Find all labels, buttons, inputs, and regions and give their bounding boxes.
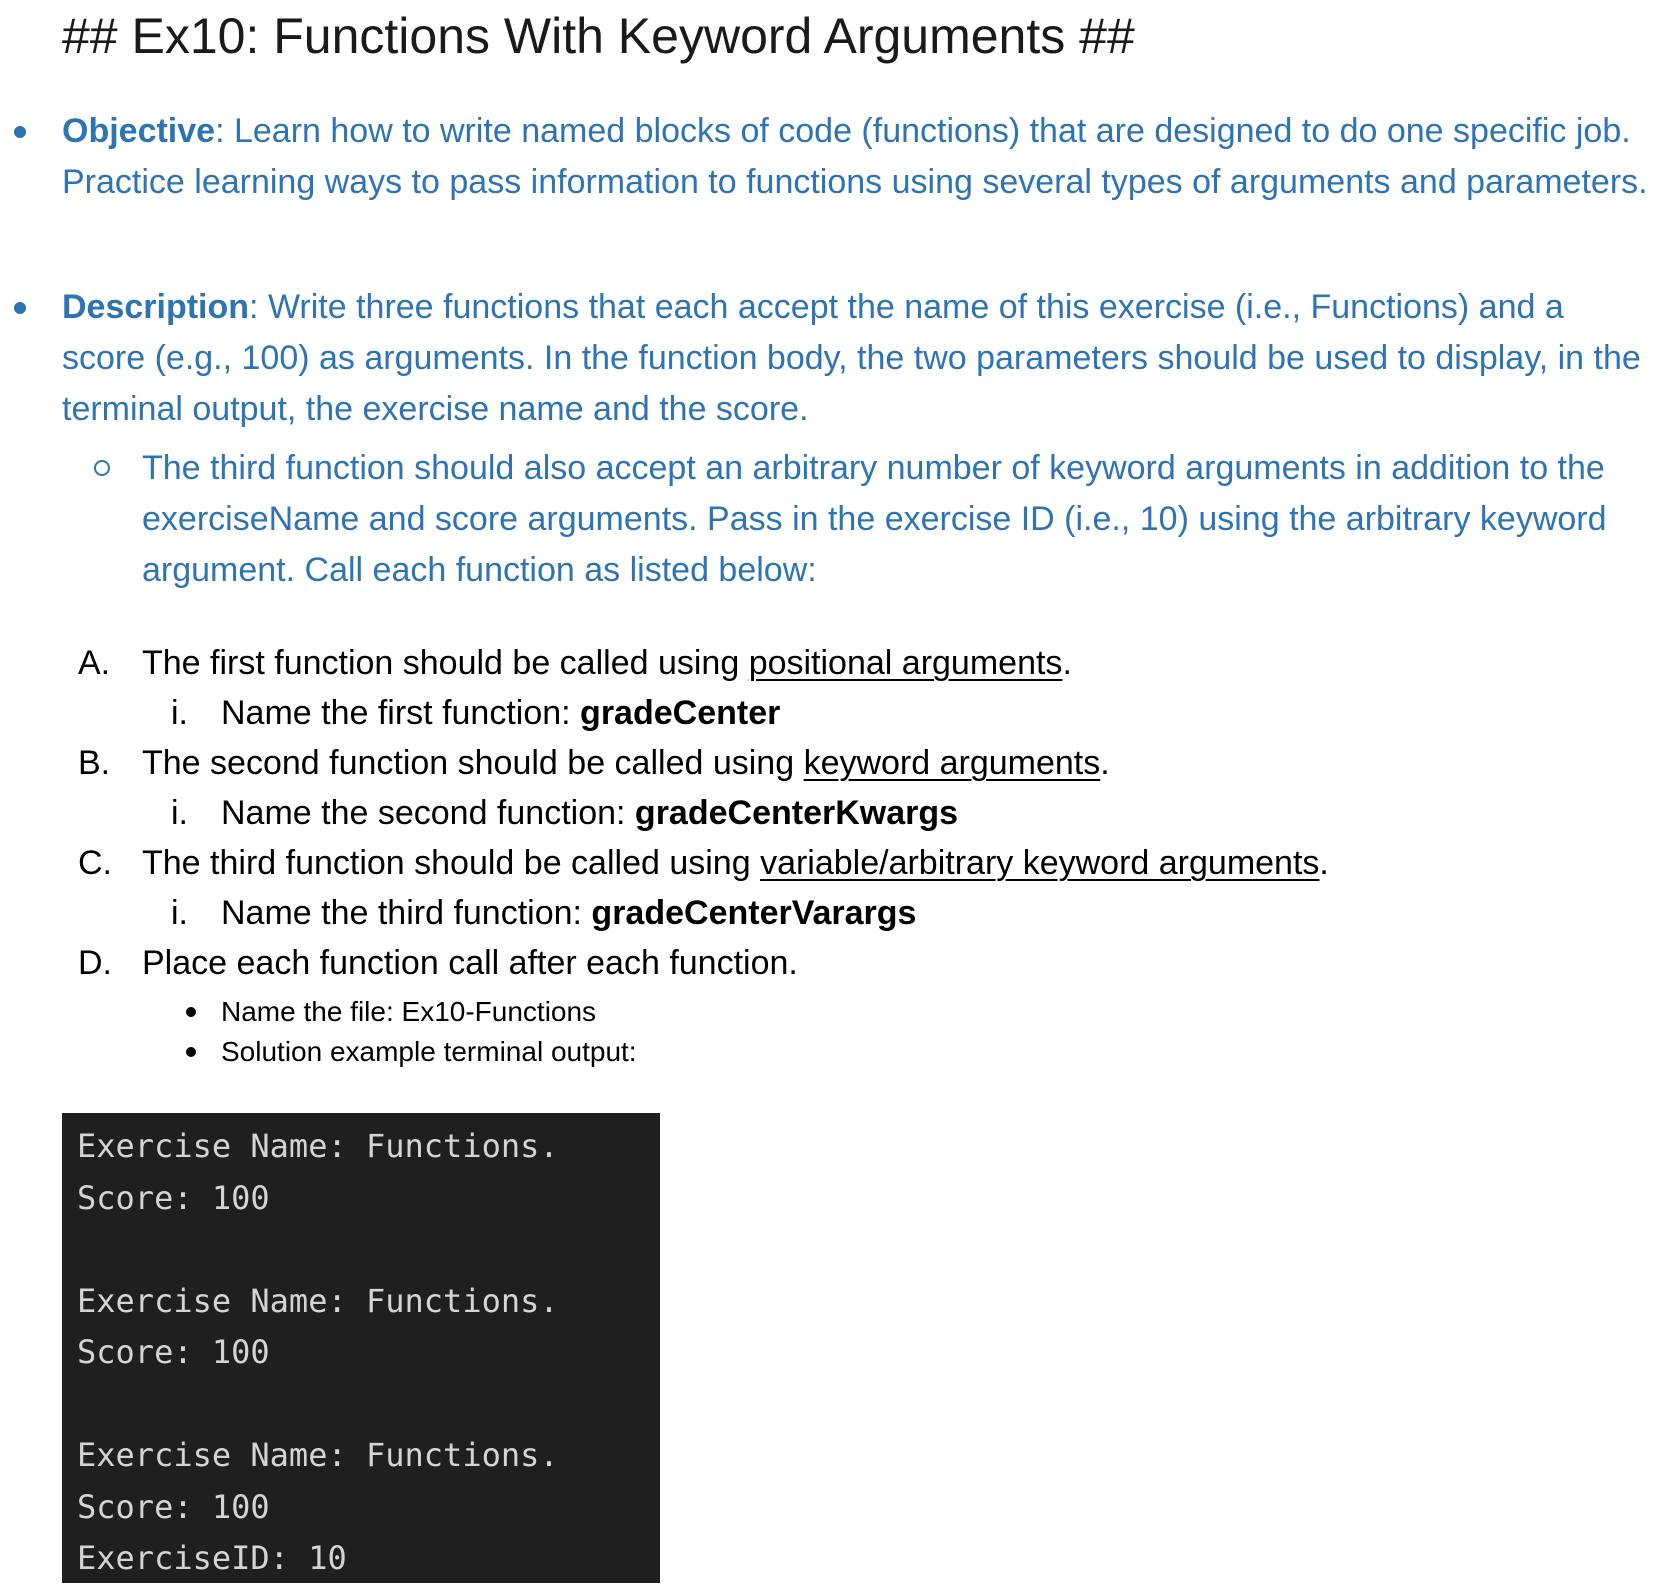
terminal-line: Exercise Name: Functions. bbox=[77, 1281, 559, 1320]
step-text bbox=[142, 838, 1329, 888]
terminal-line: Exercise Name: Functions. bbox=[77, 1436, 559, 1474]
step-c-sub bbox=[0, 888, 1678, 938]
step-text: Place each function call after each function. bbox=[142, 944, 798, 982]
page-title: ## Ex10: Functions With Keyword Arguments ## bbox=[62, 8, 1135, 64]
note-text: Solution example terminal output: bbox=[221, 1036, 637, 1067]
step-b-sub bbox=[0, 788, 1678, 838]
terminal-output bbox=[62, 1113, 660, 1583]
hollow-bullet-icon bbox=[94, 460, 110, 476]
terminal-line: ExerciseID: 10 bbox=[77, 1539, 347, 1577]
step-underlined-term: variable/arbitrary keyword arguments bbox=[760, 844, 1320, 882]
objective-bullet bbox=[62, 106, 1652, 208]
step-text bbox=[142, 638, 1072, 688]
terminal-line: Score: 100 bbox=[77, 1487, 270, 1526]
function-name: gradeCenterKwargs bbox=[634, 794, 959, 832]
step-sub-text bbox=[221, 688, 780, 738]
terminal-line: Score: 100 bbox=[77, 1333, 270, 1371]
step-sub-text bbox=[221, 888, 916, 938]
step-sub-label: Name the first function: bbox=[221, 694, 581, 732]
step-underlined-term: keyword arguments bbox=[803, 744, 1101, 782]
description-bullet bbox=[62, 282, 1652, 435]
step-sub-label: Name the second function: bbox=[221, 794, 635, 832]
step-c bbox=[0, 838, 1678, 888]
note-item bbox=[0, 992, 1678, 1032]
step-text-after: . bbox=[1319, 844, 1329, 882]
terminal-line: Score: 100 bbox=[77, 1178, 270, 1217]
step-text-before: The first function should be called using bbox=[142, 644, 749, 682]
step-letter: A. bbox=[78, 644, 111, 682]
step-letter: B. bbox=[78, 744, 111, 782]
step-letter: C. bbox=[78, 844, 112, 882]
bullet-dot-icon bbox=[186, 1007, 196, 1017]
step-a bbox=[0, 638, 1678, 688]
description-sub-bullet bbox=[142, 443, 1652, 596]
terminal-line: Exercise Name: Functions. bbox=[77, 1127, 559, 1165]
step-b bbox=[0, 738, 1678, 788]
function-name: gradeCenter bbox=[580, 694, 781, 732]
step-sub-number: i. bbox=[171, 794, 188, 832]
terminal-line bbox=[77, 1379, 660, 1431]
step-sub-label: Name the third function: bbox=[221, 894, 592, 932]
terminal-line bbox=[77, 1224, 660, 1276]
step-text-after: . bbox=[1062, 644, 1072, 682]
bullet-dot-icon bbox=[14, 302, 26, 314]
objective-text: : Learn how to write named blocks of code (functions) that are designed to do one specific job. Practice learning ways to pass information to functions using several types of arguments and parameters. bbox=[62, 112, 1648, 201]
step-text-before: The third function should be called using bbox=[142, 844, 761, 882]
step-text bbox=[142, 738, 1110, 788]
note-text: Name the file: Ex10-Functions bbox=[221, 996, 597, 1027]
note-item bbox=[0, 1032, 1678, 1072]
step-text-before: The second function should be called using bbox=[142, 744, 804, 782]
step-letter: D. bbox=[78, 944, 112, 982]
description-text: : Write three functions that each accept the name of this exercise (i.e., Functions) and a score (e.g., 100) as arguments. In the function body, the two parameters should be used to display, in the terminal output, the exercise name and the score. bbox=[62, 288, 1641, 428]
description-sub-bullet-text: The third function should also accept an arbitrary number of keyword arguments in addition to the exerciseName and score arguments. Pass in the exercise ID (i.e., 10) using the arbitrary keyword argument. Call each function as listed below: bbox=[142, 449, 1607, 589]
step-sub-number: i. bbox=[171, 894, 188, 932]
step-d bbox=[0, 938, 1678, 988]
function-name: gradeCenterVarargs bbox=[591, 894, 917, 932]
step-underlined-term: positional arguments bbox=[748, 644, 1063, 682]
step-sub-number: i. bbox=[171, 694, 188, 732]
bullet-dot-icon bbox=[186, 1047, 196, 1057]
step-sub-text bbox=[221, 788, 958, 838]
step-a-sub bbox=[0, 688, 1678, 738]
bullet-dot-icon bbox=[14, 126, 26, 138]
objective-label: Objective bbox=[62, 112, 216, 150]
step-text-after: . bbox=[1100, 744, 1110, 782]
description-label: Description bbox=[62, 288, 250, 326]
